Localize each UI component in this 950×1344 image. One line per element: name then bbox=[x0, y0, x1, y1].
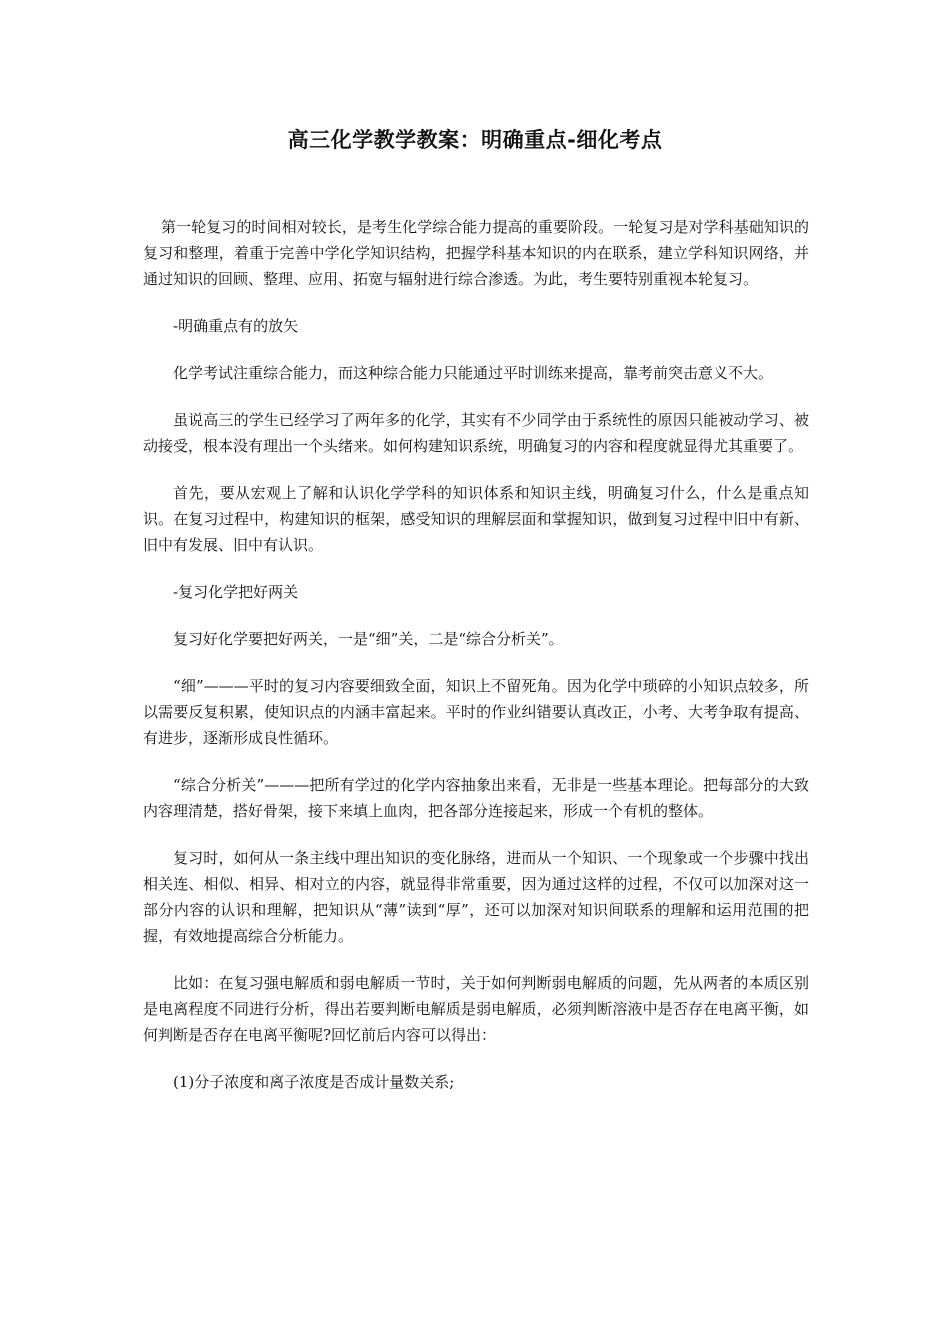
list-item: (1)分子浓度和离子浓度是否成计量数关系; bbox=[173, 1073, 455, 1091]
paragraph: 复习好化学要把好两关，一是“细”关，二是“综合分析关”。 bbox=[173, 630, 564, 648]
document-title: 高三化学教学教案：明确重点-细化考点 bbox=[287, 128, 663, 152]
paragraph: 虽说高三的学生已经学习了两年多的化学，其实有不少同学由于系统性的原因只能被动学习、被动接受，根本没有理出一个头绪来。如何构建知识系统，明确复习的内容和程度就显得尤其重要了。 bbox=[143, 411, 809, 455]
paragraph: 比如：在复习强电解质和弱电解质一节时，关于如何判断弱电解质的问题，先从两者的本质区别是电离程度不同进行分析，得出若要判断电解质是弱电解质，必须判断溶液中是否存在电离平衡，如何判断是否存在电离平衡呢?回忆前后内容可以得出： bbox=[143, 974, 809, 1044]
paragraph: 复习时，如何从一条主线中理出知识的变化脉络，进而从一个知识、一个现象或一个步骤中找出相关连、相似、相异、相对立的内容，就显得非常重要，因为通过这样的过程，不仅可以加深对这一部分内容的认识和理解，把知识从“薄”读到“厚”，还可以加深对知识间联系的理解和运用范围的把握，有效地提高综合分析能力。 bbox=[143, 849, 809, 945]
section-heading-two-gates: -复习化学把好两关 bbox=[173, 583, 299, 601]
paragraph: “细”———平时的复习内容要细致全面，知识上不留死角。因为化学中琐碎的小知识点较多，所以需要反复积累，使知识点的内涵丰富起来。平时的作业纠错要认真改正，小考、大考争取有提高、有进步，逐渐形成良性循环。 bbox=[143, 677, 809, 747]
paragraph: “综合分析关”———把所有学过的化学内容抽象出来看，无非是一些基本理论。把每部分的大致内容理清楚，搭好骨架，接下来填上血肉，把各部分连接起来，形成一个有机的整体。 bbox=[143, 776, 809, 820]
section-heading-focus: -明确重点有的放矢 bbox=[173, 317, 299, 335]
paragraph: 化学考试注重综合能力，而这种综合能力只能通过平时训练来提高，靠考前突击意义不大。 bbox=[173, 364, 774, 382]
paragraph-intro: 第一轮复习的时间相对较长，是考生化学综合能力提高的重要阶段。一轮复习是对学科基础知识的复习和整理，着重于完善中学化学知识结构，把握学科基本知识的内在联系，建立学科知识网络，并通过知识的回顾、整理、应用、拓宽与辐射进行综合渗透。为此，考生要特别重视本轮复习。 bbox=[143, 218, 809, 288]
document-body bbox=[143, 214, 809, 1116]
paragraph: 首先，要从宏观上了解和认识化学学科的知识体系和知识主线，明确复习什么，什么是重点知识。在复习过程中，构建知识的框架，感受知识的理解层面和掌握知识，做到复习过程中旧中有新、旧中有发展、旧中有认识。 bbox=[143, 484, 809, 554]
